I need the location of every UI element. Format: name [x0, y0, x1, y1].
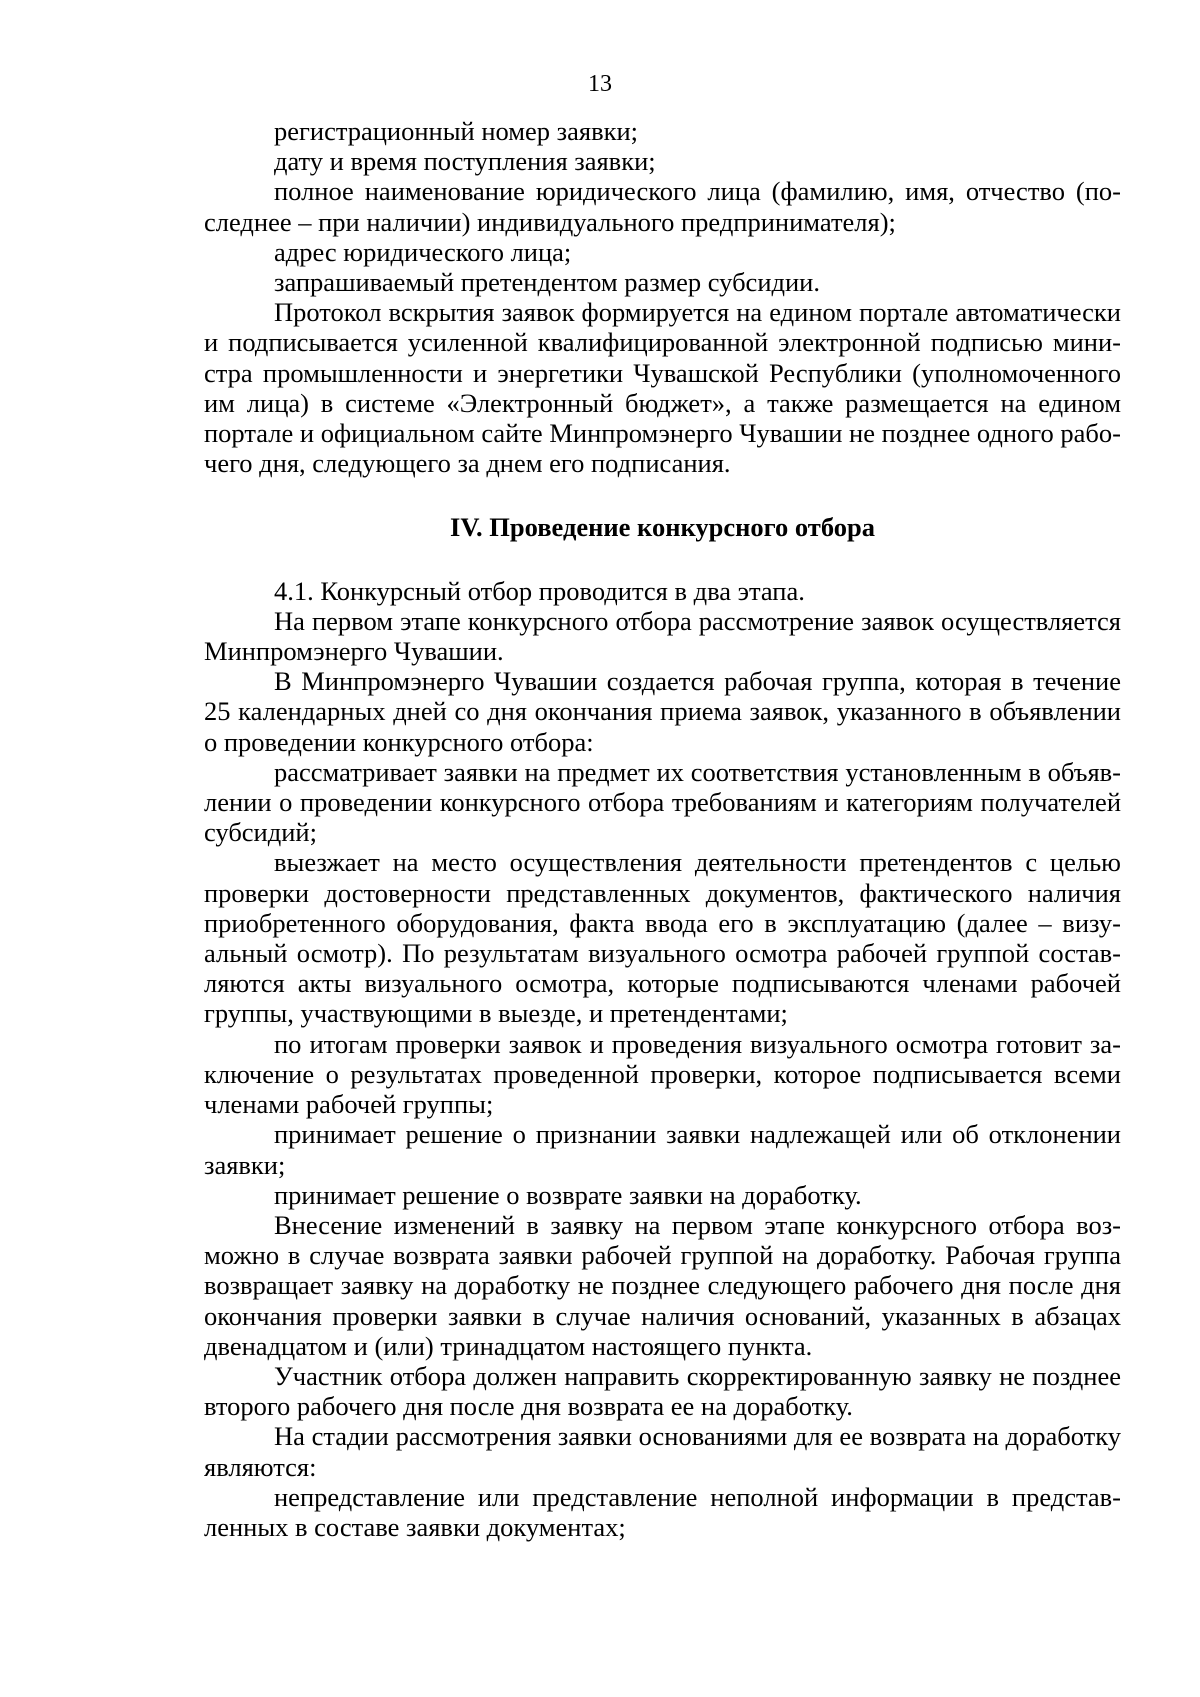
paragraph-reviews-applications: рассматривает заявки на предмет их соответствия установленным в объявлении о проведении конкурсного отбора требованиям и категориям получателей субсидий;: [204, 756, 1121, 848]
paragraph-first-stage: На первом этапе конкурсного отбора рассмотрение заявок осуществляется Минпромэнерго Чувашии.: [204, 605, 1121, 667]
paragraph-visual-inspection: выезжает на место осуществления деятельности претендентов с целью проверки достоверности представленных документов, фактического наличия приобретенного оборудования, факта ввода его в эксплуатацию (далее – визуальный осмотр). По результатам визуального осмотра рабочей группой составляются акты визуального осмотра, которые подписываются членами рабочей группы, участвующими в выезде, и претендентами;: [204, 847, 1121, 1029]
page-number: 13: [588, 71, 612, 97]
paragraph-decision-return: принимает решение о возврате заявки на доработку.: [274, 1179, 862, 1210]
paragraph-incomplete-info: непредставление или представление неполной информации в представленных в составе заявки документах;: [204, 1481, 1121, 1542]
paragraph-4-1: 4.1. Конкурсный отбор проводится в два этапа.: [274, 575, 805, 606]
paragraph-legal-address: адрес юридического лица;: [274, 236, 572, 267]
paragraph-opening-protocol: Протокол вскрытия заявок формируется на едином портале автоматически и подписывается усиленной квалифицированной электронной подписью министра промышленности и энергетики Чувашской Республики (уполномоченного им лица) в системе «Электронный бюджет», а также размещается на едином портале и официальном сайте Минпромэнерго Чувашии не позднее одного рабочего дня, следующего за днем его подписания.: [204, 297, 1121, 479]
paragraph-resubmission: Участник отбора должен направить скорректированную заявку не позднее второго рабочего дня после дня возврата ее на доработку.: [204, 1360, 1121, 1422]
paragraph-date-time: дату и время поступления заявки;: [274, 146, 656, 177]
paragraph-registration-number: регистрационный номер заявки;: [274, 116, 639, 146]
document-body: [204, 116, 1121, 1542]
paragraph-full-name: полное наименование юридического лица (фамилию, имя, отчество (последнее – при наличии) индивидуального предпринимателя);: [204, 176, 1121, 237]
paragraph-conclusion: по итогам проверки заявок и проведения визуального осмотра готовит заключение о результатах проведенной проверки, которое подписывается всеми членами рабочей группы;: [204, 1028, 1121, 1120]
paragraph-amendments: Внесение изменений в заявку на первом этапе конкурсного отбора возможно в случае возврата заявки рабочей группой на доработку. Рабочая группа возвращает заявку на доработку не позднее следующего рабочего дня после дня окончания проверки заявки в случае наличия оснований, указанных в абзацах двенадцатом и (или) тринадцатом настоящего пункта.: [204, 1209, 1121, 1361]
paragraph-subsidy-amount: запрашиваемый претендентом размер субсидии.: [274, 267, 820, 298]
paragraph-decision-proper: принимает решение о признании заявки надлежащей или об отклонении заявки;: [204, 1119, 1121, 1180]
paragraph-return-grounds: На стадии рассмотрения заявки основаниями для ее возврата на доработку являются:: [204, 1421, 1121, 1482]
section-heading: IV. Проведение конкурсного отбора: [450, 512, 875, 543]
paragraph-working-group: В Минпромэнерго Чувашии создается рабочая группа, которая в течение 25 календарных дней со дня окончания приема заявок, указанного в объявлении о проведении конкурсного отбора:: [204, 666, 1121, 757]
